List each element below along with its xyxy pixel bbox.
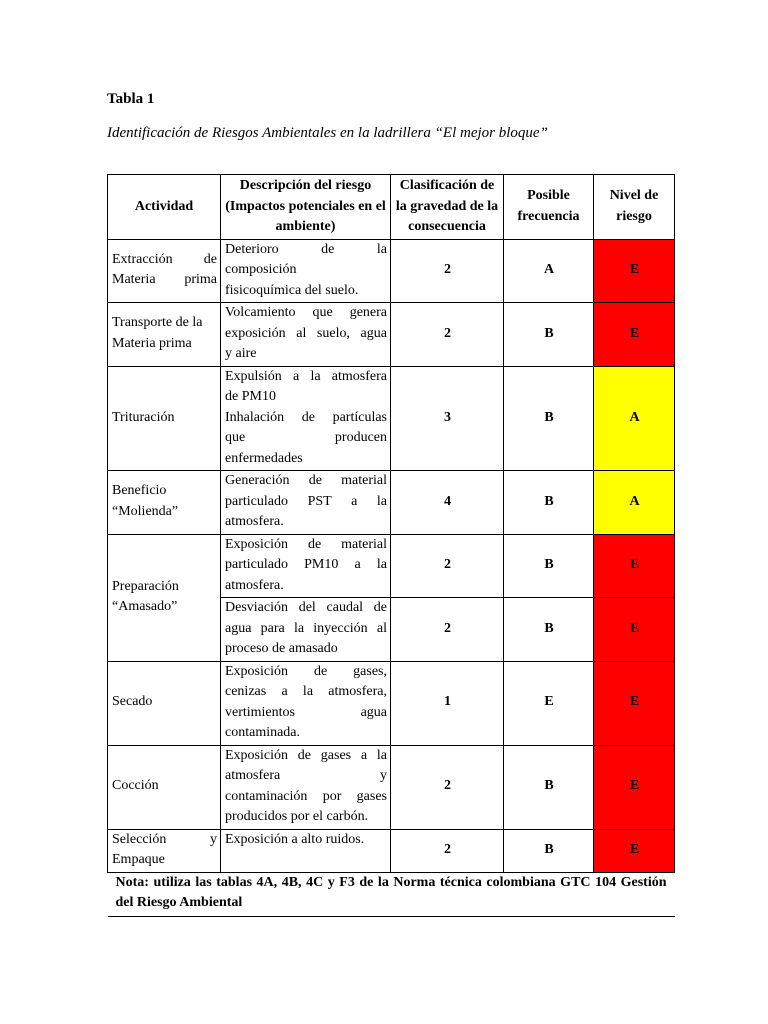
cell-gravedad: 2 xyxy=(391,745,504,829)
cell-gravedad: 2 xyxy=(391,598,504,662)
cell-frecuencia: B xyxy=(504,471,594,535)
cell-actividad: Extracción de Materia prima xyxy=(108,239,221,303)
desc-line: atmosfera. xyxy=(225,514,284,529)
cell-frecuencia: B xyxy=(504,829,594,872)
desc-line: contaminada. xyxy=(225,725,301,740)
desc-line: Expulsión a la atmosfera xyxy=(225,368,387,384)
cell-nivel: A xyxy=(594,471,675,535)
desc-line: particulado PM10 a la xyxy=(225,557,387,572)
desc-line: cenizas a la atmosfera, xyxy=(225,684,387,699)
cell-nivel: E xyxy=(594,303,675,367)
desc-line: atmosfera. xyxy=(225,577,284,593)
header-actividad: Actividad xyxy=(108,175,221,240)
cell-descripcion xyxy=(221,661,391,745)
header-gravedad: Clasificación de la gravedad de la consecuencia xyxy=(391,175,504,240)
cell-frecuencia: B xyxy=(504,303,594,367)
act-line: Beneficio xyxy=(112,483,167,499)
cell-nivel: E xyxy=(594,534,675,598)
cell-frecuencia: B xyxy=(504,598,594,662)
cell-descripcion xyxy=(221,534,391,598)
cell-descripcion xyxy=(221,366,391,471)
desc-line: y aire xyxy=(225,346,257,361)
desc-line: agua para la inyección al xyxy=(225,620,387,636)
desc-line: Exposición de material xyxy=(225,536,387,552)
desc-line: producidos por el carbón. xyxy=(225,809,369,824)
desc-line: Exposición de gases a la xyxy=(225,747,387,763)
cell-frecuencia: B xyxy=(504,745,594,829)
cell-actividad: Secado xyxy=(108,661,221,745)
table-row xyxy=(108,661,675,745)
table-row xyxy=(108,366,675,471)
cell-gravedad: 2 xyxy=(391,239,504,303)
cell-nivel: E xyxy=(594,661,675,745)
desc-line: Inhalación de partículas xyxy=(225,409,387,425)
table-row xyxy=(108,303,675,367)
cell-actividad xyxy=(108,471,221,535)
cell-gravedad: 2 xyxy=(391,534,504,598)
desc-line: enfermedades xyxy=(225,450,303,466)
table-note-row xyxy=(108,872,675,916)
cell-actividad: Transporte de la Materia prima xyxy=(108,303,221,367)
table-row xyxy=(108,829,675,872)
cell-nivel: E xyxy=(594,239,675,303)
cell-descripcion xyxy=(221,471,391,535)
table-row xyxy=(108,534,675,598)
act-line: Empaque xyxy=(112,852,165,867)
desc-line: Exposición de gases, xyxy=(225,663,387,679)
cell-gravedad: 4 xyxy=(391,471,504,535)
table-row xyxy=(108,471,675,535)
desc-line: vertimientos agua xyxy=(225,704,387,720)
table-title: Identificación de Riesgos Ambientales en la ladrillera “El mejor bloque” xyxy=(107,125,548,141)
cell-descripcion xyxy=(221,745,391,829)
desc-line: que producen xyxy=(225,430,387,445)
desc-line: fisicoquímica del suelo. xyxy=(225,282,359,298)
cell-frecuencia: A xyxy=(504,239,594,303)
table-row xyxy=(108,239,675,303)
desc-line: particulado PST a la xyxy=(225,493,387,509)
cell-gravedad: 2 xyxy=(391,829,504,872)
cell-descripcion xyxy=(221,239,391,303)
cell-frecuencia: B xyxy=(504,534,594,598)
risk-table xyxy=(107,174,675,917)
desc-line: de PM10 xyxy=(225,389,276,404)
cell-frecuencia: E xyxy=(504,661,594,745)
header-frecuencia: Posible frecuencia xyxy=(504,175,594,240)
cell-gravedad: 2 xyxy=(391,303,504,367)
desc-line: contaminación por gases xyxy=(225,788,387,804)
act-line: “Molienda” xyxy=(112,503,179,519)
cell-frecuencia: B xyxy=(504,366,594,471)
cell-gravedad: 3 xyxy=(391,366,504,471)
cell-nivel: E xyxy=(594,745,675,829)
table-header-row xyxy=(108,175,675,240)
header-descripcion: Descripción del riesgo (Impactos potenciales en el ambiente) xyxy=(221,175,391,240)
cell-actividad: Cocción xyxy=(108,745,221,829)
cell-nivel: E xyxy=(594,829,675,872)
desc-line: Generación de material xyxy=(225,473,387,488)
act-line: Preparación xyxy=(112,578,179,594)
cell-descripcion: Exposición a alto ruidos. xyxy=(221,829,391,872)
cell-nivel: A xyxy=(594,366,675,471)
cell-actividad xyxy=(108,829,221,872)
desc-line: atmosfera y xyxy=(225,768,387,783)
table-label: Tabla 1 xyxy=(107,91,155,107)
cell-descripcion xyxy=(221,598,391,662)
desc-line: composición xyxy=(225,262,297,277)
cell-nivel: E xyxy=(594,598,675,662)
desc-line: Desviación del caudal de xyxy=(225,600,387,615)
desc-line: Volcamiento que genera xyxy=(225,305,387,320)
desc-line: exposición al suelo, agua xyxy=(225,325,387,341)
desc-line: Deterioro de la xyxy=(225,241,387,257)
cell-gravedad: 1 xyxy=(391,661,504,745)
act-line: Selección y xyxy=(112,831,217,847)
desc-line: proceso de amasado xyxy=(225,641,338,656)
table-note: Nota: utiliza las tablas 4A, 4B, 4C y F3 de la Norma técnica colombiana GTC 104 Gestión del Riesgo Ambiental xyxy=(108,872,675,916)
cell-actividad xyxy=(108,534,221,661)
act-line: “Amasado” xyxy=(112,599,178,614)
cell-actividad: Trituración xyxy=(108,366,221,471)
cell-descripcion xyxy=(221,303,391,367)
table-row xyxy=(108,745,675,829)
header-nivel: Nivel de riesgo xyxy=(594,175,675,240)
